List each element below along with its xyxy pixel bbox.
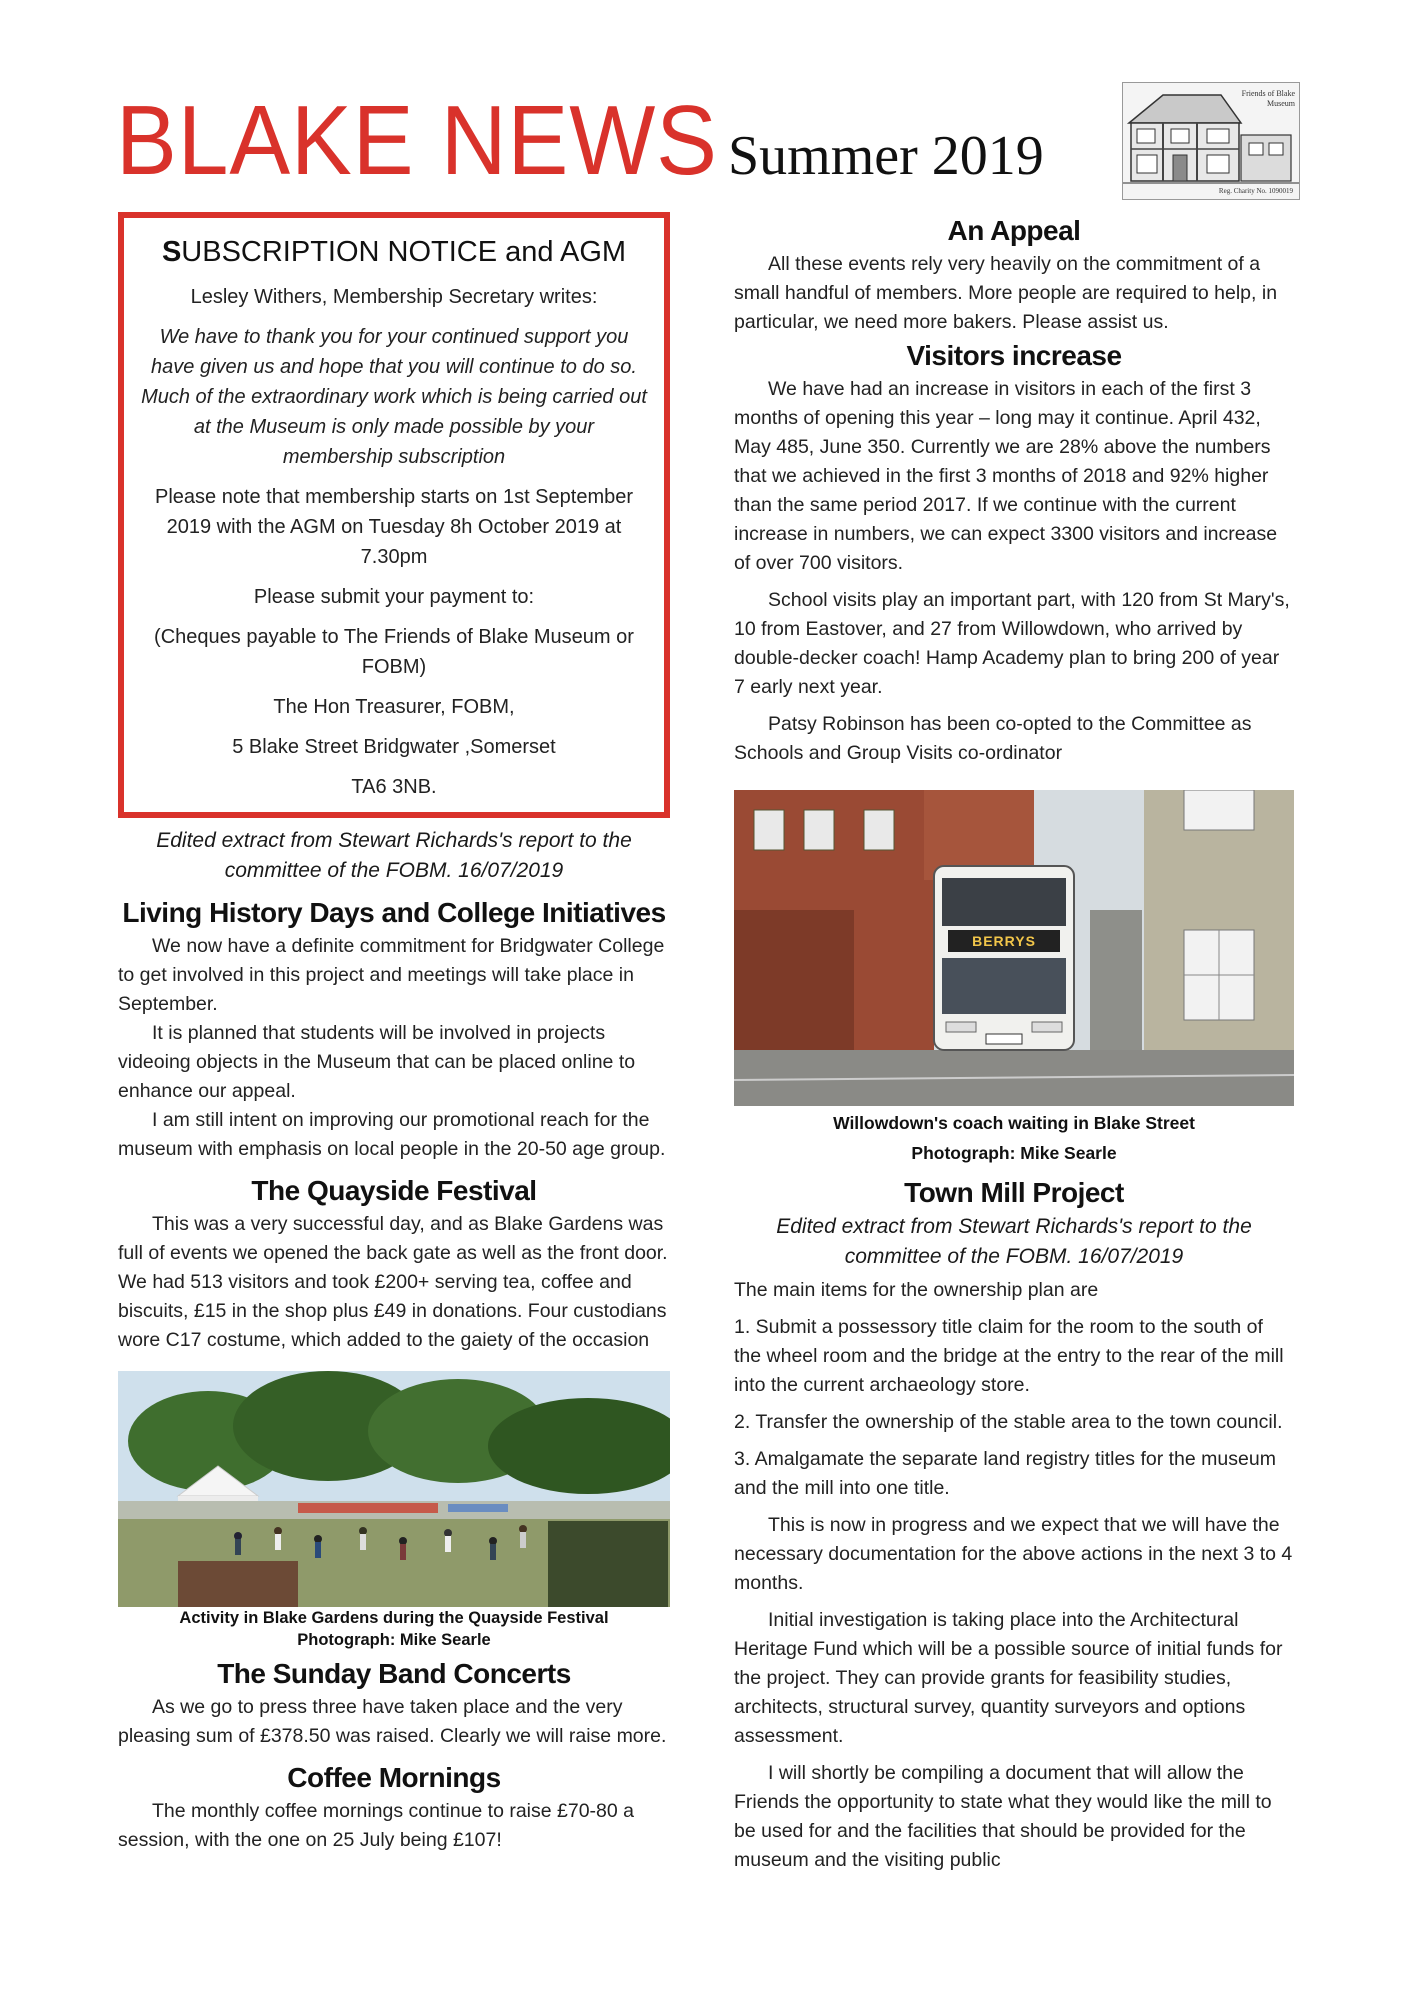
right-column — [734, 212, 1294, 1875]
band-concerts-p1: As we go to press three have taken place and the very pleasing sum of £378.50 was raised. Clearly we will raise more. — [118, 1696, 667, 1747]
subscription-notice-title: SUBSCRIPTION NOTICE and AGM — [161, 236, 627, 268]
notice-treasurer: The Hon Treasurer, FOBM, — [273, 696, 515, 718]
notice-address: 5 Blake Street Bridgwater ,Somerset — [232, 736, 556, 758]
visitors-p3: Patsy Robinson has been co-opted to the Committee as Schools and Group Visits co-ordinator — [734, 713, 1252, 764]
coach-photo — [734, 790, 1294, 1106]
coach-destination-sign: BERRYS — [972, 933, 1036, 949]
town-mill-heading: Town Mill Project — [904, 1177, 1124, 1208]
report-extract-note: Edited extract from Stewart Richards's report to the committee of the FOBM. 16/07/2019 — [156, 829, 632, 882]
coffee-mornings-p1: The monthly coffee mornings continue to raise £70-80 a session, with the one on 25 July being £107! — [118, 1800, 635, 1851]
band-concerts-heading: The Sunday Band Concerts — [217, 1658, 571, 1689]
living-history-p1: We now have a definite commitment for Bridgwater College to get involved in this project and meetings will take place in September. — [118, 935, 665, 1015]
newsletter-title: BLAKE NEWS — [116, 85, 718, 195]
quayside-photo-caption: Activity in Blake Gardens during the Quayside Festival — [179, 1609, 609, 1627]
coach-photo-caption: Willowdown's coach waiting in Blake Street — [833, 1113, 1195, 1133]
town-mill-item-3: 3. Amalgamate the separate land registry titles for the museum and the mill into one title. — [734, 1448, 1276, 1499]
town-mill-p3: I will shortly be compiling a document that will allow the Friends the opportunity to state what they would like the mill to be used for and the facilities that should be provided for the museum and the visiting public — [734, 1762, 1272, 1871]
appeal-heading: An Appeal — [947, 215, 1081, 246]
living-history-p2: It is planned that students will be involved in projects videoing objects in the Museum that can be placed online to enhance our appeal. — [118, 1022, 636, 1102]
logo-caption-bottom: Reg. Charity No. 1090019 — [1218, 187, 1293, 195]
appeal-p1: All these events rely very heavily on the commitment of a small handful of members. More people are required to help, in particular, we need more bakers. Please assist us. — [734, 253, 1278, 333]
town-mill-extract-note: Edited extract from Stewart Richards's report to the committee of the FOBM. 16/07/2019 — [776, 1215, 1252, 1268]
subscription-notice-box — [118, 212, 670, 818]
coffee-mornings-heading: Coffee Mornings — [287, 1762, 501, 1793]
town-mill-intro: The main items for the ownership plan are — [734, 1279, 1099, 1301]
quayside-festival-heading: The Quayside Festival — [251, 1175, 537, 1206]
visitors-p1: We have had an increase in visitors in each of the first 3 months of opening this year – long may it continue. April 432, May 485, June 350. Currently we are 28% above the numbers that we achieved in the first 3 months of 2018 and 92% higher than the same period 2017. If we continue with the current increase in numbers, we can expect 3300 visitors and increase of over 700 visitors. — [734, 378, 1278, 574]
town-mill-item-1: 1. Submit a possessory title claim for the room to the south of the wheel room and the bridge at the entry to the rear of the mill into the current archaeology store. — [734, 1316, 1284, 1396]
notice-thanks: We have to thank you for your continued support you have given us and hope that you will continue to do so. Much of the extraordinary work which is being carried out at the Museum is only made possible by your membership subscription — [141, 326, 647, 468]
logo-caption-top: Friends of Blake Museum — [1241, 89, 1295, 108]
visitors-increase-heading: Visitors increase — [906, 340, 1122, 371]
living-history-heading: Living History Days and College Initiatives — [122, 897, 666, 928]
quayside-photo-credit: Photograph: Mike Searle — [297, 1631, 491, 1649]
notice-byline: Lesley Withers, Membership Secretary writes: — [190, 286, 598, 308]
town-mill-item-2: 2. Transfer the ownership of the stable area to the town council. — [734, 1411, 1283, 1433]
quayside-festival-photo — [118, 1371, 670, 1607]
notice-submit: Please submit your payment to: — [253, 586, 535, 608]
notice-cheques: (Cheques payable to The Friends of Blake Museum or FOBM) — [154, 626, 634, 678]
notice-postcode: TA6 3NB. — [351, 776, 437, 798]
visitors-p2: School visits play an important part, with 120 from St Mary's, 10 from Eastover, and 27 from Willowdown, who arrived by double-decker coach! Hamp Academy plan to bring 200 of year 7 early next year. — [734, 589, 1290, 698]
coach-photo-credit: Photograph: Mike Searle — [911, 1143, 1117, 1163]
left-column — [118, 212, 670, 1855]
museum-logo — [1122, 82, 1300, 200]
living-history-p3: I am still intent on improving our promotional reach for the museum with emphasis on local people in the 20-50 age group. — [118, 1109, 666, 1160]
quayside-festival-p1: This was a very successful day, and as Blake Gardens was full of events we opened the back gate as well as the front door. We had 513 visitors and took £200+ serving tea, coffee and biscuits, £15 in the shop plus £49 in donations. Four custodians wore C17 costume, which added to the gaiety of the occasion — [118, 1213, 668, 1351]
issue-date: Summer 2019 — [728, 125, 1044, 187]
notice-membership-dates: Please note that membership starts on 1st September 2019 with the AGM on Tuesday 8h October 2019 at 7.30pm — [154, 486, 634, 568]
town-mill-p1: This is now in progress and we expect that we will have the necessary documentation for the above actions in the next 3 to 4 months. — [734, 1514, 1293, 1594]
town-mill-p2: Initial investigation is taking place into the Architectural Heritage Fund which will be a possible source of initial funds for the project. They can provide grants for feasibility studies, architects, structural survey, quantity surveyors and options assessment. — [734, 1609, 1283, 1747]
